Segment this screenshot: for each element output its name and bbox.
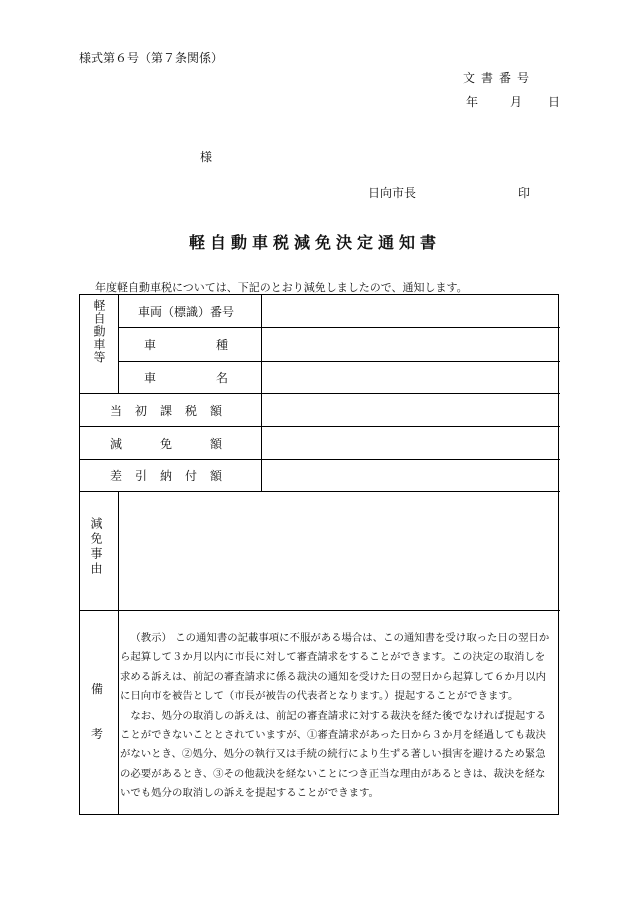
vehicle-name-label	[144, 362, 228, 393]
seal-mark: 印	[518, 186, 531, 200]
intro-text: 年度軽自動車税については、下記のとおり減免しましたので、通知します。	[95, 281, 468, 294]
form-number: 様式第６号（第７条関係）	[79, 51, 224, 65]
exemption-amount-value[interactable]	[262, 427, 559, 459]
vehicle-type-value[interactable]	[262, 328, 559, 361]
vehicle-type-label-1: 車	[144, 338, 157, 352]
remarks-label-1: 備	[91, 682, 104, 696]
remarks-text	[120, 629, 554, 804]
vehicle-number-label: 車両（標識）番号	[138, 304, 235, 319]
appeal-notice: （教示） この通知書の記載事項に不服がある場合は、この通知書を受け取った日の翌日から起算して３か月以内に市長に対して審査請求をすることができます。この決定の取消しを求める訴えは、前記の審査請求に係る裁決の通知を受けた日の翌日から起算して６か月以内に日向市を被告として（市長が被告の代表者となります。）提起することができます。	[120, 632, 550, 703]
reason-value[interactable]	[119, 492, 559, 610]
vehicle-type-label-2: 種	[215, 338, 228, 352]
document-title: 軽自動車税減免決定通知書	[188, 233, 441, 252]
document-number-label: 文書番号	[463, 71, 536, 85]
exemption-table	[79, 294, 559, 815]
remarks-label-2: 考	[91, 727, 104, 741]
initial-tax-value[interactable]	[262, 394, 559, 426]
vehicle-group-label: 軽自動車等	[92, 299, 106, 364]
vehicle-type-label	[144, 328, 228, 361]
balance-label: 差引納付額	[110, 469, 236, 483]
balance-value[interactable]	[262, 460, 559, 491]
lawsuit-notice: なお、処分の取消しの訴えは、前記の審査請求に対する裁決を経た後でなければ提起することができないこととされていますが、①審査請求があった日から３か月を経過しても裁決がないとき、②処分、処分の執行又は手続の続行により生ずる著しい損害を避けるため緊急の必要があるとき、③その他裁決を経ないことにつき正当な理由があるときは、裁決を経ないでも処分の取消しの訴えを提起することができます。	[120, 709, 547, 800]
date-year-label: 年	[466, 95, 479, 109]
date-month-label: 月	[510, 95, 523, 109]
vehicle-number-value[interactable]	[262, 295, 559, 327]
vehicle-name-label-2: 名	[215, 371, 228, 385]
issuer-name: 日向市長	[368, 186, 417, 200]
date-day-label: 日	[548, 95, 561, 109]
reason-label: 減免事由	[89, 517, 103, 577]
initial-tax-label: 当初課税額	[110, 403, 236, 418]
exemption-amount-label: 減免額	[110, 436, 261, 451]
vehicle-name-label-1: 車	[144, 371, 157, 385]
vehicle-name-value[interactable]	[262, 362, 559, 393]
recipient-suffix: 様	[200, 150, 213, 164]
